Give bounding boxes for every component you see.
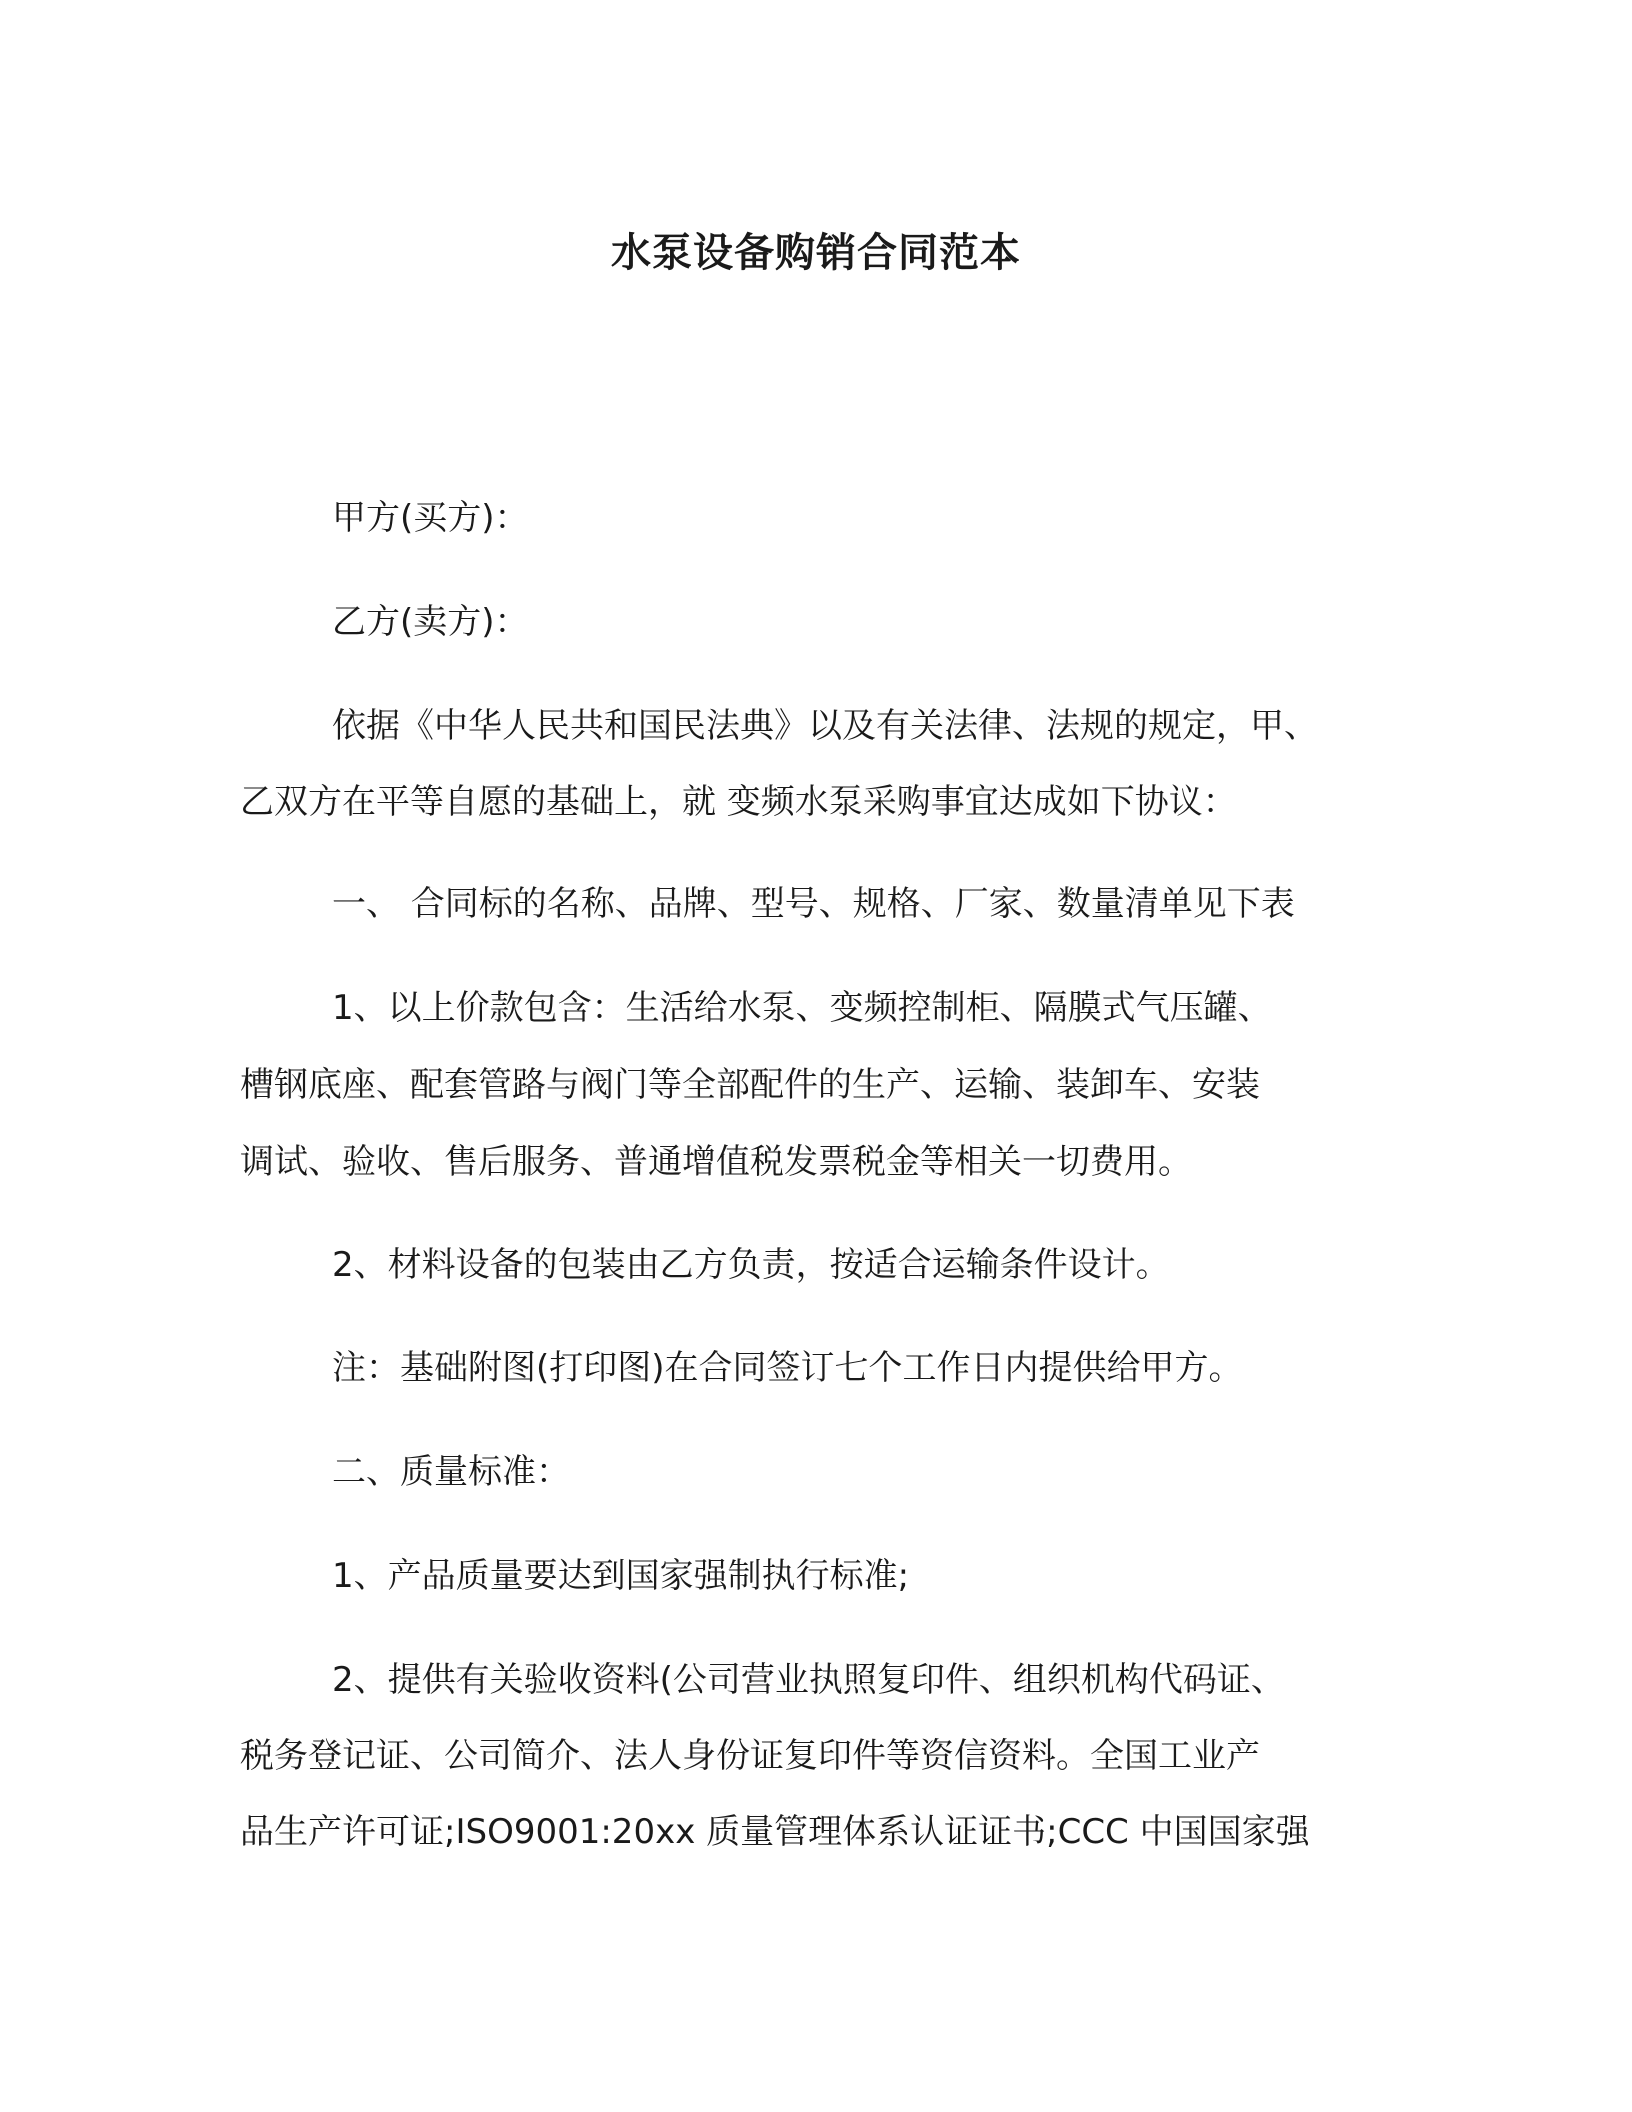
section2-item2-line-3: 品生产许可证;ISO9001:20xx 质量管理体系认证证书;CCC 中国国家强 bbox=[240, 1812, 1310, 1852]
section1-item1-line-2: 槽钢底座、配套管路与阀门等全部配件的生产、运输、装卸车、安装 bbox=[240, 1065, 1260, 1105]
note-line: 注：基础附图(打印图)在合同签订七个工作日内提供给甲方。 bbox=[332, 1348, 1243, 1388]
section2-heading: 二、质量标准： bbox=[332, 1452, 570, 1492]
section1-item1-line-1: 1、以上价款包含：生活给水泵、变频控制柜、隔膜式气压罐、 bbox=[332, 988, 1272, 1028]
section1-item2: 2、材料设备的包装由乙方负责，按适合运输条件设计。 bbox=[332, 1245, 1170, 1285]
party-a-line: 甲方(买方)： bbox=[332, 498, 529, 538]
preamble-line-1: 依据《中华人民共和国民法典》以及有关法律、法规的规定，甲、 bbox=[332, 706, 1318, 746]
document-title: 水泵设备购销合同范本 bbox=[611, 230, 1021, 276]
section2-item2-line-1: 2、提供有关验收资料(公司营业执照复印件、组织机构代码证、 bbox=[332, 1660, 1285, 1700]
section2-item1: 1、产品质量要达到国家强制执行标准; bbox=[332, 1556, 910, 1596]
party-b-line: 乙方(卖方)： bbox=[332, 602, 529, 642]
preamble-line-2: 乙双方在平等自愿的基础上，就 变频水泵采购事宜达成如下协议： bbox=[240, 782, 1237, 822]
section1-item1-line-3: 调试、验收、售后服务、普通增值税发票税金等相关一切费用。 bbox=[240, 1142, 1192, 1182]
section2-item2-line-2: 税务登记证、公司简介、法人身份证复印件等资信资料。全国工业产 bbox=[240, 1736, 1260, 1776]
section1-heading: 一、 合同标的名称、品牌、型号、规格、厂家、数量清单见下表 bbox=[332, 884, 1295, 924]
